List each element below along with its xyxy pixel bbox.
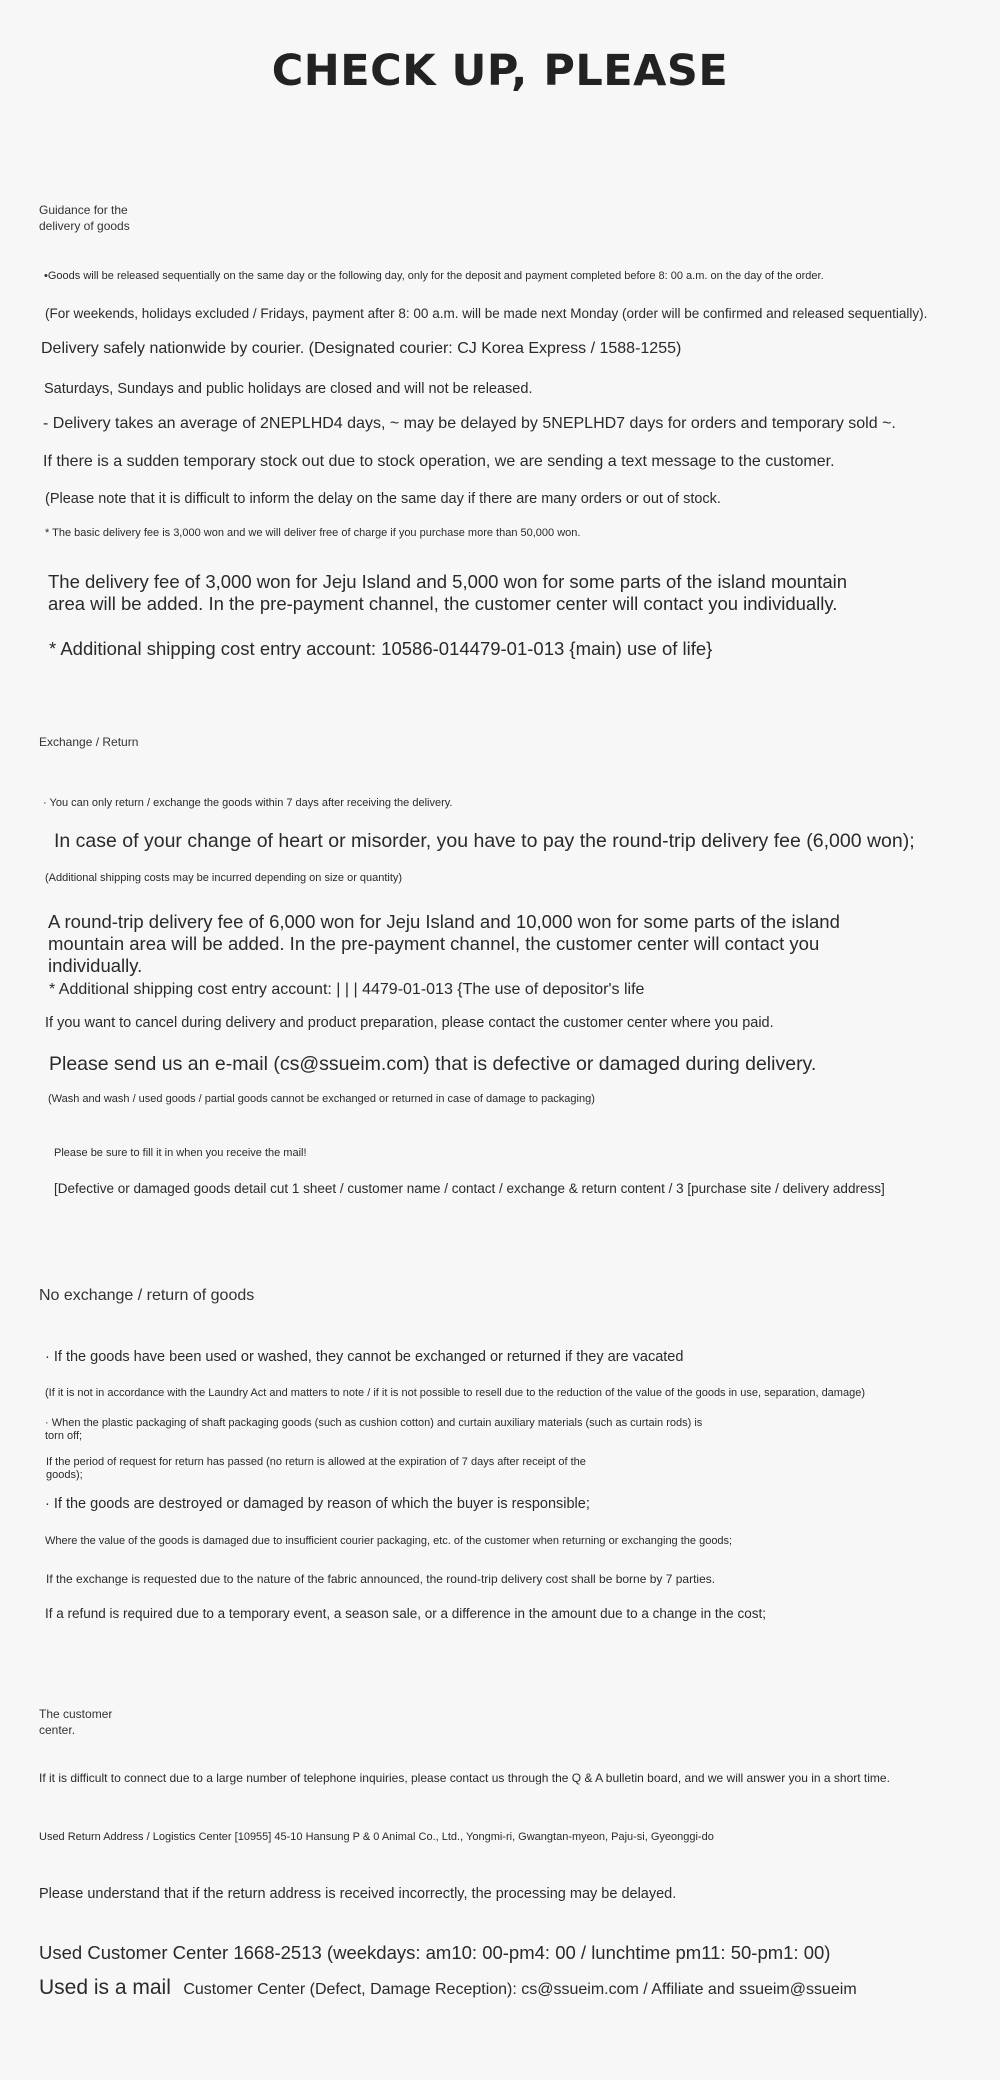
delivery-line-2: (For weekends, holidays excluded / Fridays, payment after 8: 00 a.m. will be made next Monday (order will be confirmed and released sequentially). [45,306,928,321]
customer-center-line-1: If it is difficult to connect due to a large number of telephone inquiries, please contact us through the Q & A bulletin board, and we will answer you in a short time. [39,1771,890,1785]
delivery-line-3: Delivery safely nationwide by courier. (Designated courier: CJ Korea Express / 1588-1255) [41,340,682,357]
no-exchange-line-8: If a refund is required due to a temporary event, a season sale, or a difference in the amount due to a change in the cost; [45,1606,766,1621]
no-exchange-line-3: · When the plastic packaging of shaft packaging goods (such as cushion cotton) and curtain auxiliary materials (such as curtain rods) is torn off; [45,1417,703,1442]
no-exchange-line-1: · If the goods have been used or washed, they cannot be exchanged or returned if they are vacated [45,1349,684,1365]
no-exchange-line-6: Where the value of the goods is damaged due to insufficient courier packaging, etc. of the customer when returning or exchanging the goods; [45,1535,733,1547]
exchange-line-10: [Defective or damaged goods detail cut 1 sheet / customer name / contact / exchange & return content / 3 [purchase site / delivery address] [54,1181,885,1196]
delivery-line-7: (Please note that it is difficult to inform the delay on the same day if there are many orders or out of stock. [45,491,721,507]
no-exchange-line-5: · If the goods are destroyed or damaged by reason of which the buyer is responsible; [45,1496,590,1512]
delivery-line-5: - Delivery takes an average of 2NEPLHD4 days, ~ may be delayed by 5NEPLHD7 days for orders and temporary sold ~. [43,415,896,432]
exchange-line-6: If you want to cancel during delivery and product preparation, please contact the customer center where you paid. [45,1015,774,1031]
delivery-line-1: •Goods will be released sequentially on the same day or the following day, only for the deposit and payment completed before 8: 00 a.m. on the day of the order. [44,270,824,282]
page-title: CHECK UP, PLEASE [271,46,729,96]
no-exchange-heading: No exchange / return of goods [39,1287,255,1304]
mail-text: Customer Center (Defect, Damage Reception): cs@ssueim.com / Affiliate and ssueim@ssueim [183,1981,857,1998]
exchange-line-1: · You can only return / exchange the goods within 7 days after receiving the delivery. [43,797,453,809]
customer-center-line-2: Used Return Address / Logistics Center [10955] 45-10 Hansung P & 0 Animal Co., Ltd., Yongmi-ri, Gwangtan-myeon, Paju-si, Gyeonggi-do [39,1831,714,1843]
customer-center-heading: The customer center. [39,1707,113,1737]
no-exchange-line-4: If the period of request for return has passed (no return is allowed at the expiration of 7 days after receipt of the goods); [46,1456,586,1481]
exchange-heading: Exchange / Return [39,735,139,749]
customer-center-line-4: Used Customer Center 1668-2513 (weekdays: am10: 00-pm4: 00 / lunchtime pm11: 50-pm1: 00) [39,1942,831,1963]
no-exchange-line-2: (If it is not in accordance with the Laundry Act and matters to note / if it is not possible to resell due to the reduction of the value of the goods in use, separation, damage) [45,1387,865,1399]
exchange-line-3: (Additional shipping costs may be incurred depending on size or quantity) [45,872,403,884]
delivery-heading: Guidance for the delivery of goods [39,203,130,233]
exchange-line-8: (Wash and wash / used goods / partial goods cannot be exchanged or returned in case of damage to packaging) [48,1093,595,1105]
exchange-line-9: Please be sure to fill it in when you receive the mail! [54,1147,307,1159]
delivery-line-8: * The basic delivery fee is 3,000 won and we will deliver free of charge if you purchase more than 50,000 won. [45,527,581,539]
delivery-line-6: If there is a sudden temporary stock out due to stock operation, we are sending a text message to the customer. [43,453,835,470]
customer-center-line-3: Please understand that if the return address is received incorrectly, the processing may be delayed. [39,1886,677,1902]
exchange-line-2: In case of your change of heart or misorder, you have to pay the round-trip delivery fee (6,000 won); [54,830,915,852]
delivery-line-9: The delivery fee of 3,000 won for Jeju Island and 5,000 won for some parts of the island mountain area will be added. In the pre-payment channel, the customer center will contact you individually. [48,571,848,614]
exchange-line-7: Please send us an e-mail (cs@ssueim.com) that is defective or damaged during delivery. [49,1053,817,1075]
mail-label: Used is a mail [39,1976,171,1999]
exchange-line-4: A round-trip delivery fee of 6,000 won for Jeju Island and 10,000 won for some parts of the island mountain area will be added. In the pre-payment channel, the customer center will contact you individually. [48,911,840,976]
mail-row [39,1976,857,2000]
no-exchange-line-7: If the exchange is requested due to the nature of the fabric announced, the round-trip delivery cost shall be borne by 7 parties. [46,1572,716,1586]
delivery-line-4: Saturdays, Sundays and public holidays are closed and will not be released. [44,381,533,397]
exchange-line-5: * Additional shipping cost entry account: | | | 4479-01-013 {The use of depositor's life [49,981,645,998]
delivery-line-10: * Additional shipping cost entry account: 10586-014479-01-013 {main) use of life} [49,638,713,659]
